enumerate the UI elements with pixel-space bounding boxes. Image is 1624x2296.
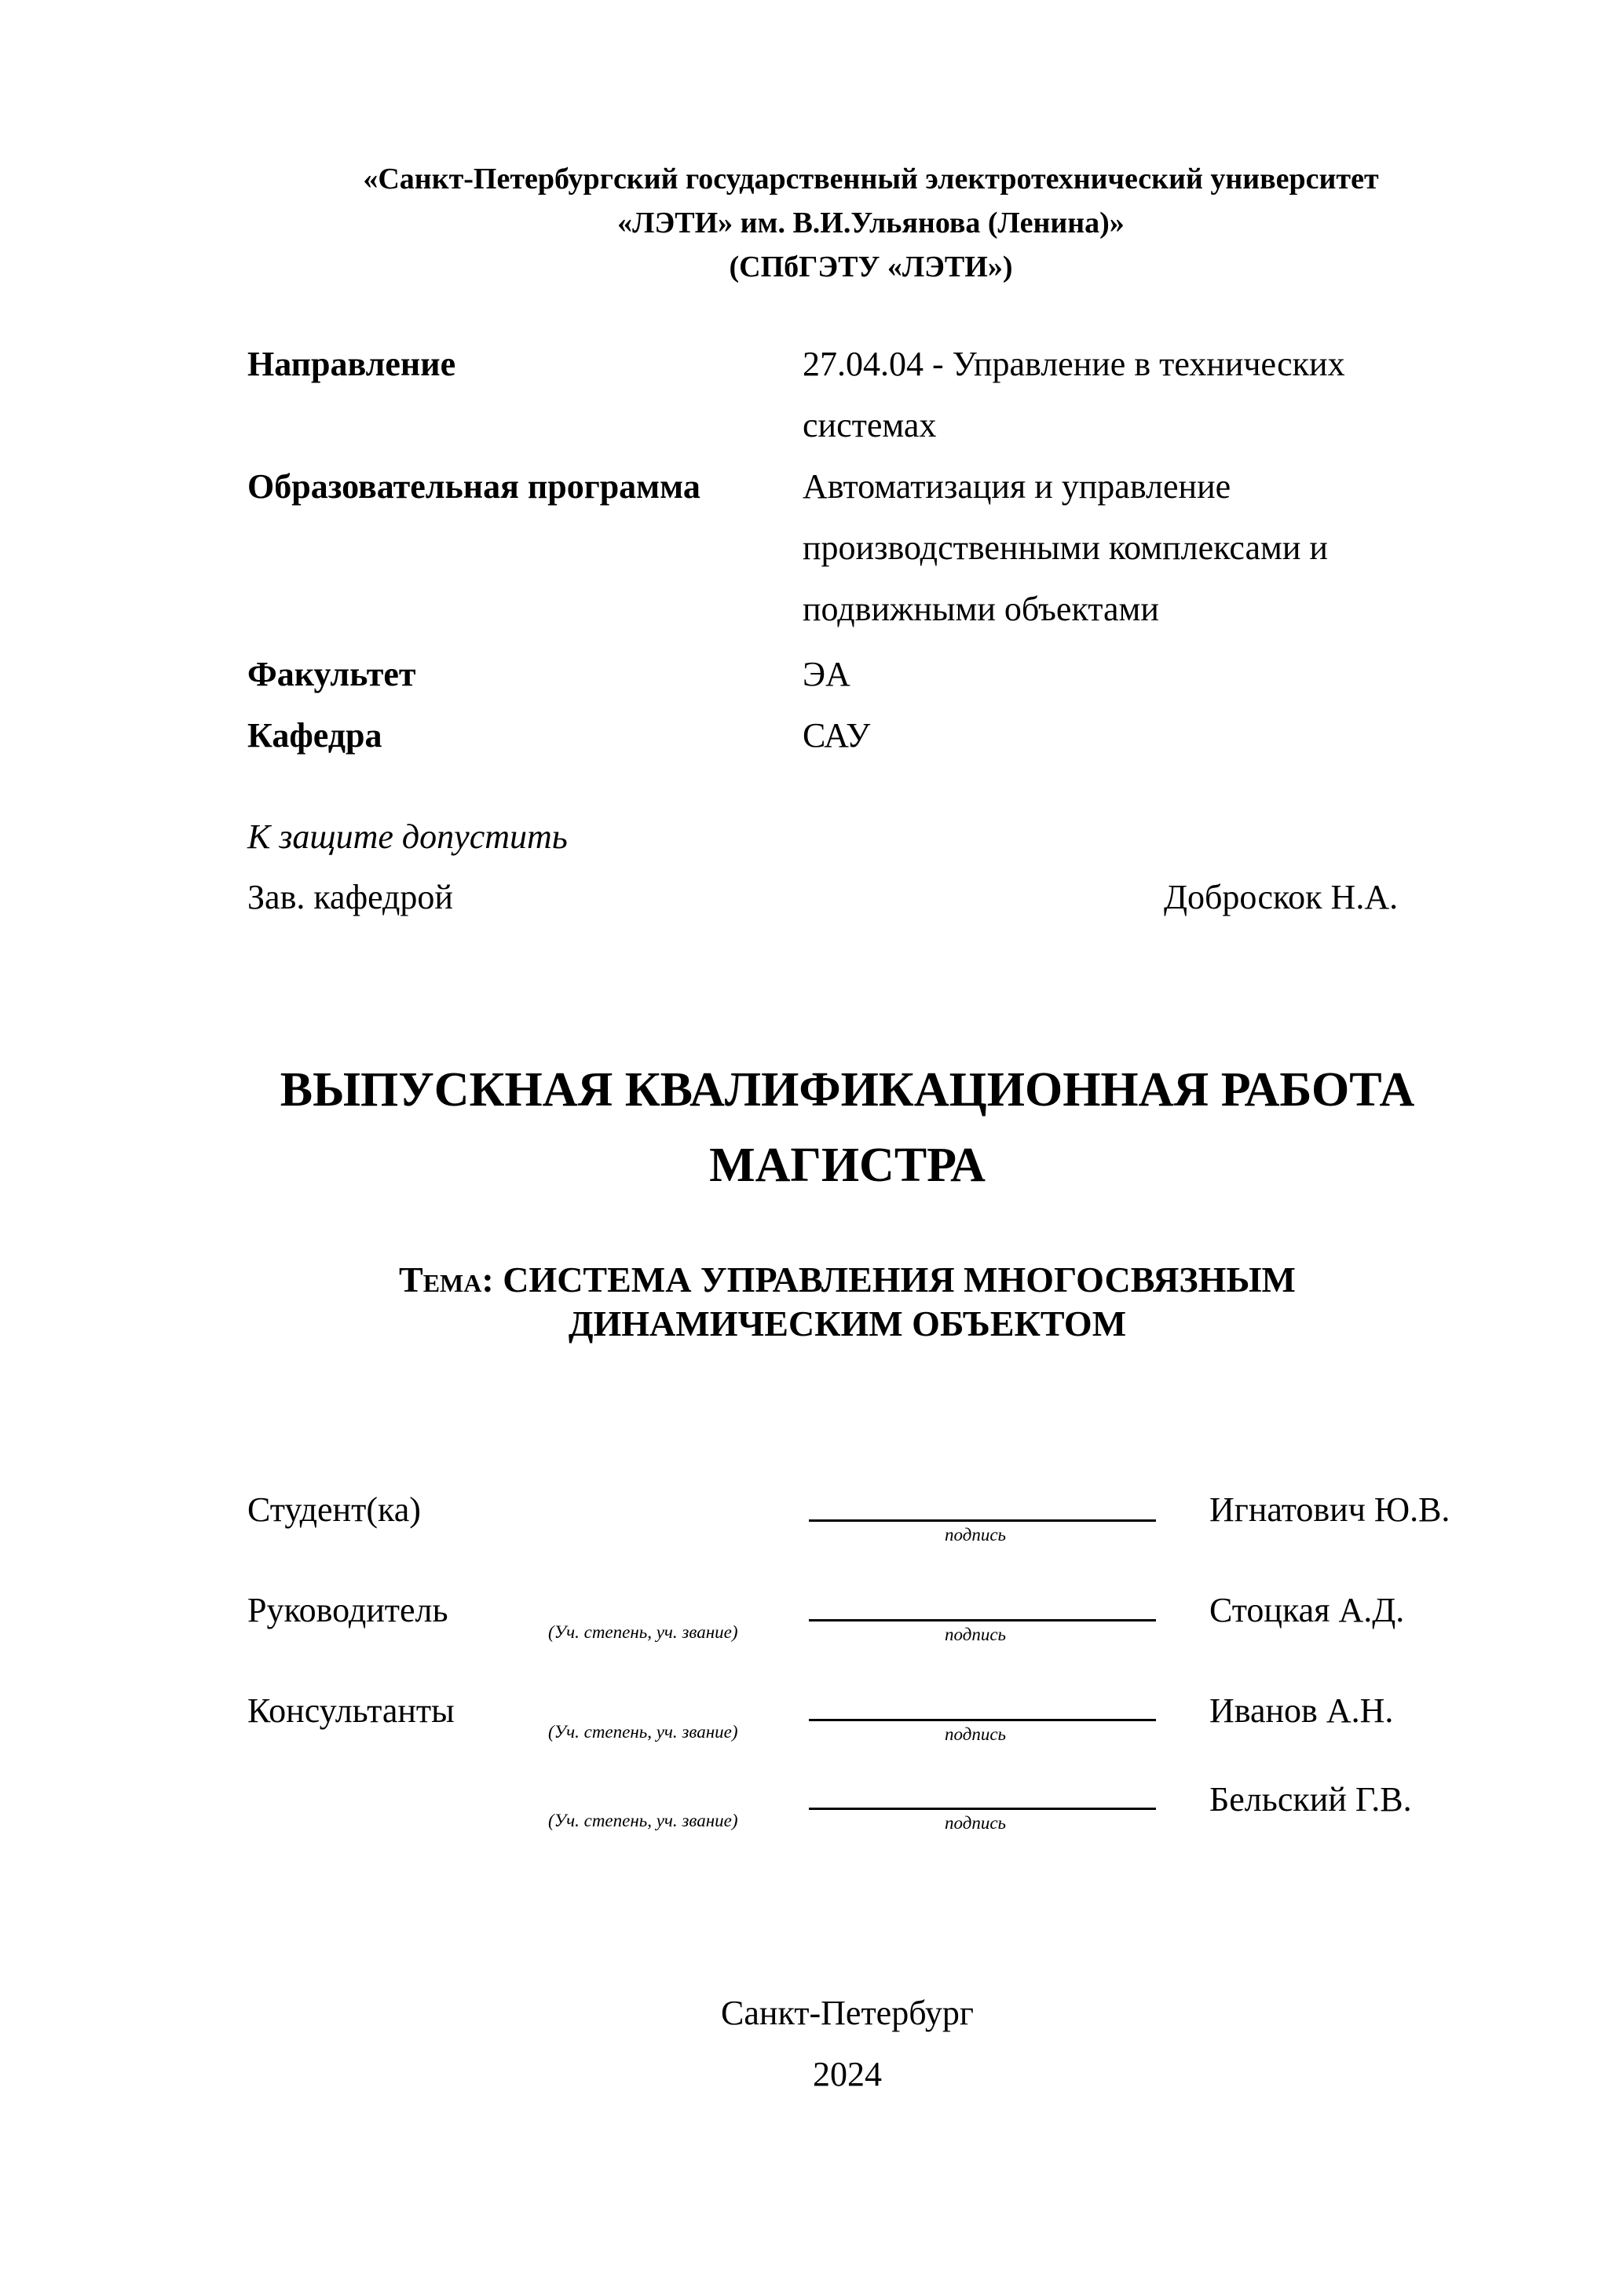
signature-caption: подпись: [945, 1813, 1007, 1833]
document-title-line2: МАГИСТРА: [709, 1139, 986, 1192]
signature-name-student: Игнатович Ю.В.: [1209, 1490, 1450, 1529]
admit-to-defense: К защите допустить: [247, 817, 568, 856]
university-abbreviation: (СПбГЭТУ «ЛЭТИ»): [729, 250, 1013, 283]
university-name-line2: «ЛЭТИ» им. В.И.Ульянова (Ленина)»: [617, 207, 1125, 239]
signature-line-student[interactable]: [809, 1519, 1156, 1522]
degree-caption: (Уч. степень, уч. звание): [548, 1722, 738, 1742]
signature-caption: подпись: [945, 1525, 1007, 1545]
thesis-topic: [0, 1258, 1624, 1346]
topic-prefix: Тема:: [399, 1260, 494, 1300]
signature-name-consultant-1: Иванов А.Н.: [1209, 1691, 1394, 1730]
degree-caption: (Уч. степень, уч. звание): [548, 1622, 738, 1642]
direction-value-line1: 27.04.04 - Управление в технических: [803, 345, 1345, 383]
signature-caption: подпись: [945, 1724, 1007, 1744]
department-value: САУ: [803, 716, 871, 755]
program-label: Образовательная программа: [247, 467, 700, 506]
topic-line2: ДИНАМИЧЕСКИМ ОБЪЕКТОМ: [568, 1303, 1127, 1344]
footer: [0, 1983, 1624, 2105]
faculty-value: ЭА: [803, 655, 850, 693]
direction-value-line2: системах: [803, 406, 937, 444]
head-of-department-name: Доброскок Н.А.: [1164, 878, 1399, 916]
program-value-line2: производственными комплексами и: [803, 528, 1328, 567]
signature-name-consultant-2: Бельский Г.В.: [1209, 1780, 1412, 1819]
university-header: [0, 157, 1624, 289]
signature-caption: подпись: [945, 1625, 1007, 1644]
document-title-line1: ВЫПУСКНАЯ КВАЛИФИКАЦИОННАЯ РАБОТА: [280, 1063, 1415, 1117]
faculty-label: Факультет: [247, 655, 416, 693]
signature-name-supervisor: Стоцкая А.Д.: [1209, 1591, 1405, 1629]
signature-role-supervisor: Руководитель: [247, 1591, 448, 1629]
degree-caption: (Уч. степень, уч. звание): [548, 1811, 738, 1830]
program-value-line3: подвижными объектами: [803, 590, 1159, 628]
topic-line1: СИСТЕМА УПРАВЛЕНИЯ МНОГОСВЯЗНЫМ: [503, 1260, 1296, 1300]
document-title: [0, 1052, 1624, 1203]
signature-line-supervisor[interactable]: [809, 1619, 1156, 1621]
head-of-department-label: Зав. кафедрой: [247, 878, 453, 916]
signature-role-student: Студент(ка): [247, 1490, 421, 1529]
university-name-line1: «Санкт-Петербургский государственный электротехнический университет: [363, 163, 1379, 196]
program-value-line1: Автоматизация и управление: [803, 467, 1231, 506]
department-label: Кафедра: [247, 716, 382, 755]
footer-city: Санкт-Петербург: [721, 1994, 974, 2032]
signature-line-consultant-1[interactable]: [809, 1719, 1156, 1721]
direction-label: Направление: [247, 345, 456, 383]
footer-year: 2024: [813, 2055, 882, 2093]
signature-line-consultant-2[interactable]: [809, 1808, 1156, 1810]
signature-role-consultants: Консультанты: [247, 1691, 455, 1730]
